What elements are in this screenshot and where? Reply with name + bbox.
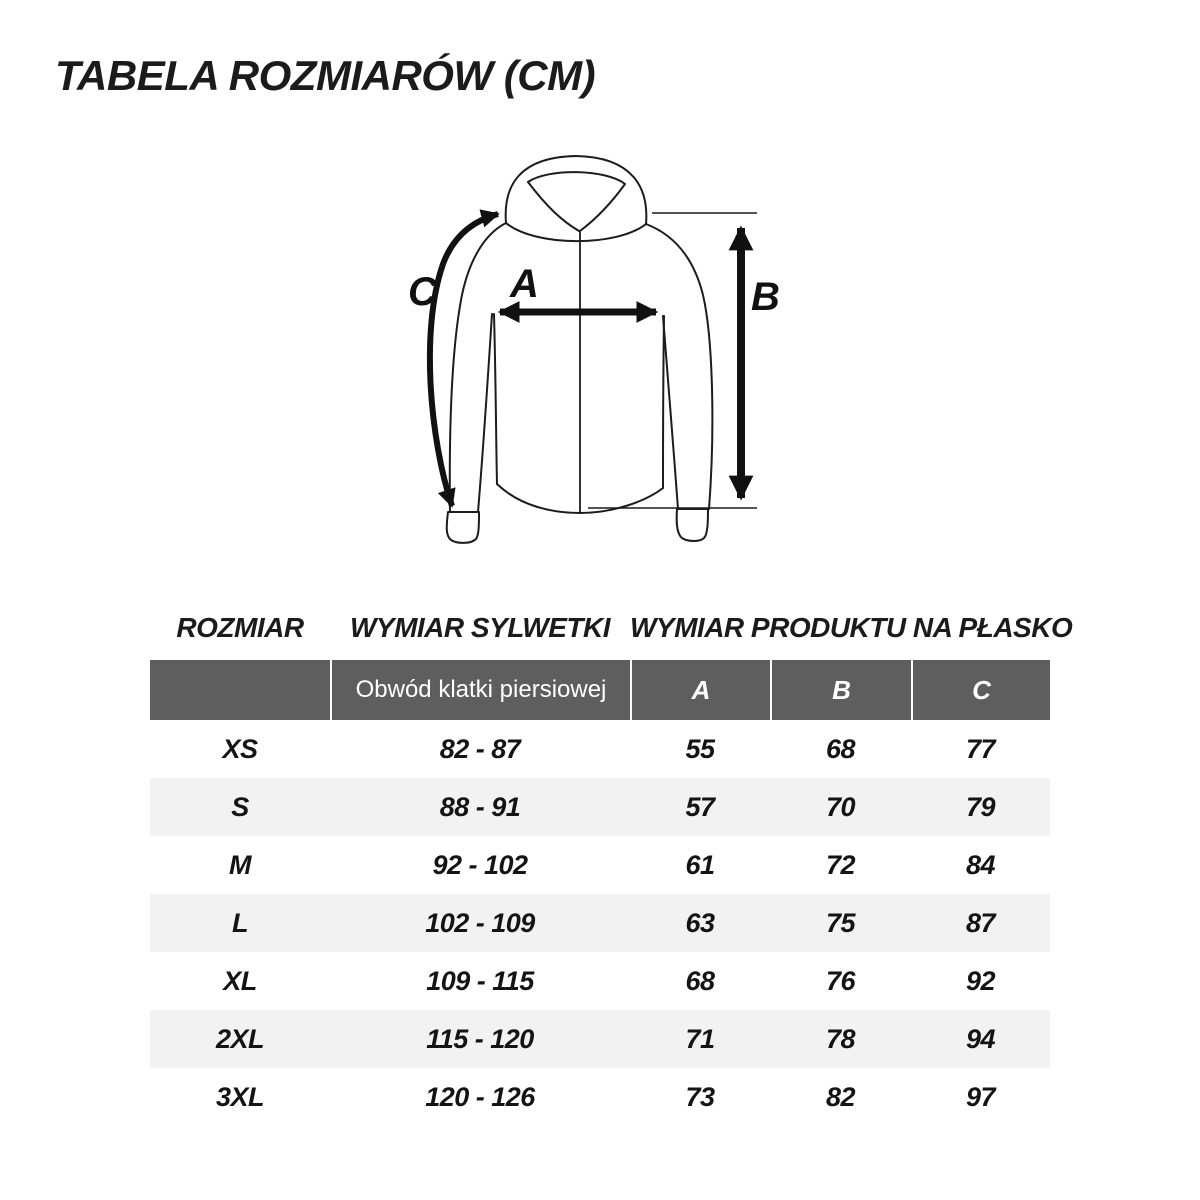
measure-label-b: B (751, 275, 780, 319)
header-cell-size (150, 660, 330, 720)
table-row (150, 952, 1050, 1010)
table-row (150, 894, 1050, 952)
cell-b: 72 (825, 849, 856, 880)
cell-c: 79 (965, 791, 996, 822)
cell-c: 87 (965, 907, 996, 938)
cell-chest: 109 - 115 (426, 965, 534, 996)
cell-a: 55 (685, 733, 715, 764)
cell-size: L (232, 907, 248, 938)
cell-chest: 115 - 120 (426, 1023, 534, 1054)
cell-b: 76 (825, 965, 856, 996)
cell-a: 63 (685, 907, 715, 938)
cell-chest: 120 - 126 (425, 1081, 535, 1112)
cell-c: 97 (965, 1081, 996, 1112)
size-table (150, 660, 1050, 1126)
cell-c: 84 (965, 849, 996, 880)
extension-lines (588, 213, 757, 508)
table-header-row (150, 660, 1050, 720)
jacket-outline-icon (447, 156, 713, 543)
cell-c: 92 (965, 965, 996, 996)
cell-size: XL (223, 965, 257, 996)
header-cell-a: A (630, 660, 770, 720)
cell-size: S (231, 791, 249, 822)
page-title: TABELA ROZMIARÓW (CM) (55, 52, 596, 99)
table-row (150, 836, 1050, 894)
cell-a: 61 (685, 849, 715, 880)
cell-chest: 82 - 87 (439, 733, 521, 764)
table-group-headers (150, 612, 1073, 644)
group-header-body: WYMIAR SYLWETKI (349, 612, 611, 643)
table-row (150, 1010, 1050, 1068)
cell-size: 3XL (215, 1081, 265, 1112)
header-cell-chest: Obwód klatki piersiowej (330, 660, 630, 720)
cell-b: 70 (825, 791, 856, 822)
cell-a: 68 (685, 965, 715, 996)
table-row (150, 1068, 1050, 1126)
cell-b: 75 (825, 907, 856, 938)
cell-size: 2XL (215, 1023, 265, 1054)
cell-size: M (229, 849, 251, 880)
header-cell-c: C (911, 660, 1050, 720)
group-header-size: ROZMIAR (176, 612, 304, 643)
header-cell-b: B (770, 660, 911, 720)
cell-b: 78 (825, 1023, 856, 1054)
measure-label-a: A (510, 262, 539, 306)
group-header-product: WYMIAR PRODUKTU NA PŁASKO (630, 612, 1073, 643)
cell-a: 71 (685, 1023, 715, 1054)
cell-c: 94 (965, 1023, 996, 1054)
cell-c: 77 (965, 733, 996, 764)
table-row (150, 778, 1050, 836)
measure-arrow-c (430, 214, 498, 506)
table-rows (150, 720, 1050, 1126)
cell-a: 73 (685, 1081, 715, 1112)
jacket-measurement-diagram (370, 130, 880, 580)
cell-chest: 102 - 109 (425, 907, 535, 938)
table-row (150, 720, 1050, 778)
cell-size: XS (222, 733, 258, 764)
cell-a: 57 (685, 791, 715, 822)
cell-b: 68 (825, 733, 856, 764)
cell-chest: 92 - 102 (432, 849, 528, 880)
cell-b: 82 (825, 1081, 856, 1112)
measure-label-c: C (408, 270, 437, 314)
cell-chest: 88 - 91 (439, 791, 521, 822)
